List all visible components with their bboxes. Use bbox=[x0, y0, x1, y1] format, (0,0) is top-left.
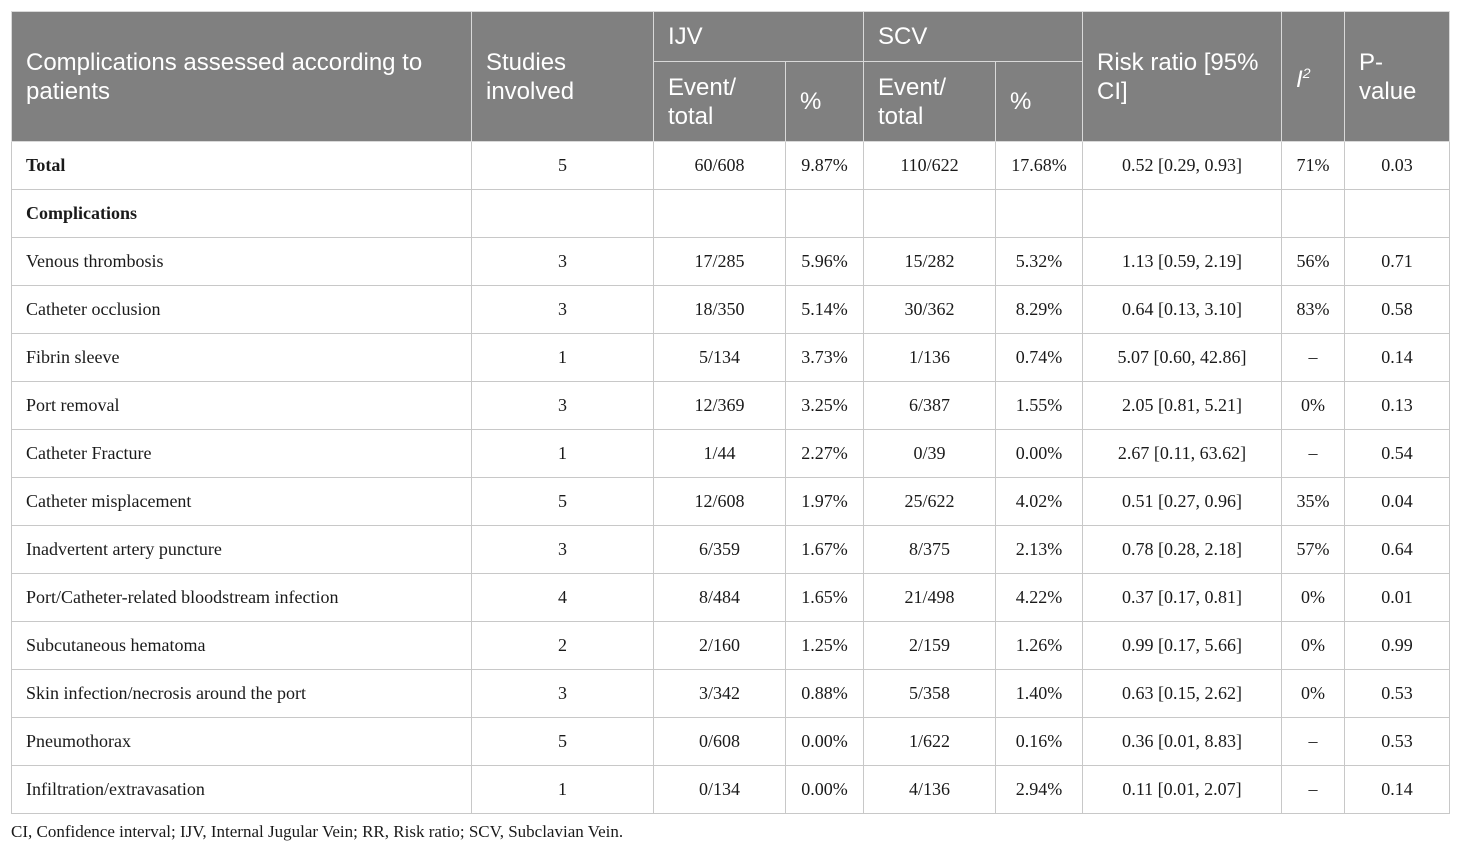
header-scv-percent: % bbox=[996, 62, 1083, 142]
row-i2: 57% bbox=[1282, 526, 1345, 574]
row-pvalue: 0.04 bbox=[1345, 478, 1450, 526]
row-label: Pneumothorax bbox=[12, 718, 472, 766]
row-pvalue: 0.14 bbox=[1345, 766, 1450, 814]
row-ijv-pct: 1.97% bbox=[786, 478, 864, 526]
row-scv-event: 0/39 bbox=[864, 430, 996, 478]
table-row bbox=[12, 574, 1450, 622]
header-complications: Complications assessed according to patients bbox=[12, 12, 472, 142]
row-label: Subcutaneous hematoma bbox=[12, 622, 472, 670]
i2-letter: I bbox=[1296, 66, 1303, 93]
row-scv-pct: 2.13% bbox=[996, 526, 1083, 574]
row-risk-ratio: 2.67 [0.11, 63.62] bbox=[1083, 430, 1282, 478]
row-label: Port removal bbox=[12, 382, 472, 430]
row-scv-pct: 0.00% bbox=[996, 430, 1083, 478]
row-scv-event: 8/375 bbox=[864, 526, 996, 574]
row-ijv-event: 12/608 bbox=[654, 478, 786, 526]
row-ijv-pct: 3.73% bbox=[786, 334, 864, 382]
section-label: Complications bbox=[12, 190, 472, 238]
row-ijv-pct: 5.14% bbox=[786, 286, 864, 334]
row-label: Fibrin sleeve bbox=[12, 334, 472, 382]
row-scv-pct: 1.26% bbox=[996, 622, 1083, 670]
row-studies: 5 bbox=[472, 478, 654, 526]
row-risk-ratio: 0.64 [0.13, 3.10] bbox=[1083, 286, 1282, 334]
row-scv-event: 1/622 bbox=[864, 718, 996, 766]
row-ijv-pct: 1.65% bbox=[786, 574, 864, 622]
row-ijv-pct: 0.00% bbox=[786, 718, 864, 766]
row-studies: 1 bbox=[472, 766, 654, 814]
total-label: Total bbox=[12, 142, 472, 190]
row-ijv-event: 6/359 bbox=[654, 526, 786, 574]
row-scv-pct: 5.32% bbox=[996, 238, 1083, 286]
row-risk-ratio: 5.07 [0.60, 42.86] bbox=[1083, 334, 1282, 382]
row-i2: – bbox=[1282, 334, 1345, 382]
row-scv-event: 15/282 bbox=[864, 238, 996, 286]
row-studies: 4 bbox=[472, 574, 654, 622]
row-label: Catheter occlusion bbox=[12, 286, 472, 334]
row-studies: 3 bbox=[472, 526, 654, 574]
row-ijv-pct: 2.27% bbox=[786, 430, 864, 478]
i2-superscript: 2 bbox=[1302, 65, 1311, 81]
row-i2: – bbox=[1282, 718, 1345, 766]
row-i2: 56% bbox=[1282, 238, 1345, 286]
header-ijv-percent: % bbox=[786, 62, 864, 142]
row-scv-pct: 4.22% bbox=[996, 574, 1083, 622]
total-i2: 71% bbox=[1282, 142, 1345, 190]
row-risk-ratio: 0.37 [0.17, 0.81] bbox=[1083, 574, 1282, 622]
row-studies: 3 bbox=[472, 286, 654, 334]
total-risk-ratio: 0.52 [0.29, 0.93] bbox=[1083, 142, 1282, 190]
row-ijv-event: 18/350 bbox=[654, 286, 786, 334]
row-ijv-pct: 1.25% bbox=[786, 622, 864, 670]
header-studies: Studies involved bbox=[472, 12, 654, 142]
row-ijv-event: 5/134 bbox=[654, 334, 786, 382]
row-ijv-event: 1/44 bbox=[654, 430, 786, 478]
row-scv-pct: 1.40% bbox=[996, 670, 1083, 718]
row-label: Catheter misplacement bbox=[12, 478, 472, 526]
row-scv-event: 1/136 bbox=[864, 334, 996, 382]
row-label: Skin infection/necrosis around the port bbox=[12, 670, 472, 718]
table-row bbox=[12, 382, 1450, 430]
row-i2: 0% bbox=[1282, 622, 1345, 670]
row-studies: 3 bbox=[472, 670, 654, 718]
row-scv-pct: 0.74% bbox=[996, 334, 1083, 382]
row-ijv-event: 8/484 bbox=[654, 574, 786, 622]
total-scv-event: 110/622 bbox=[864, 142, 996, 190]
row-ijv-event: 2/160 bbox=[654, 622, 786, 670]
header-risk-ratio: Risk ratio [95% CI] bbox=[1083, 12, 1282, 142]
header-scv-event-total: Event/ total bbox=[864, 62, 996, 142]
row-risk-ratio: 0.51 [0.27, 0.96] bbox=[1083, 478, 1282, 526]
results-table bbox=[11, 11, 1450, 814]
table-row bbox=[12, 718, 1450, 766]
row-scv-event: 2/159 bbox=[864, 622, 996, 670]
header-ijv-event-total: Event/ total bbox=[654, 62, 786, 142]
row-risk-ratio: 2.05 [0.81, 5.21] bbox=[1083, 382, 1282, 430]
table-row bbox=[12, 622, 1450, 670]
header-pvalue: P-value bbox=[1345, 12, 1450, 142]
row-label: Infiltration/extravasation bbox=[12, 766, 472, 814]
row-scv-pct: 1.55% bbox=[996, 382, 1083, 430]
row-i2: – bbox=[1282, 766, 1345, 814]
row-scv-event: 21/498 bbox=[864, 574, 996, 622]
row-label: Port/Catheter-related bloodstream infection bbox=[12, 574, 472, 622]
row-scv-event: 4/136 bbox=[864, 766, 996, 814]
row-pvalue: 0.53 bbox=[1345, 718, 1450, 766]
row-label: Inadvertent artery puncture bbox=[12, 526, 472, 574]
total-scv-pct: 17.68% bbox=[996, 142, 1083, 190]
row-scv-pct: 8.29% bbox=[996, 286, 1083, 334]
row-risk-ratio: 1.13 [0.59, 2.19] bbox=[1083, 238, 1282, 286]
row-studies: 2 bbox=[472, 622, 654, 670]
row-i2: 0% bbox=[1282, 382, 1345, 430]
row-scv-event: 5/358 bbox=[864, 670, 996, 718]
row-studies: 3 bbox=[472, 382, 654, 430]
table-row bbox=[12, 286, 1450, 334]
row-i2: 35% bbox=[1282, 478, 1345, 526]
row-pvalue: 0.99 bbox=[1345, 622, 1450, 670]
total-row bbox=[12, 142, 1450, 190]
row-label: Catheter Fracture bbox=[12, 430, 472, 478]
header-scv: SCV bbox=[864, 12, 1083, 62]
row-pvalue: 0.14 bbox=[1345, 334, 1450, 382]
row-pvalue: 0.71 bbox=[1345, 238, 1450, 286]
row-scv-event: 25/622 bbox=[864, 478, 996, 526]
total-ijv-pct: 9.87% bbox=[786, 142, 864, 190]
row-risk-ratio: 0.78 [0.28, 2.18] bbox=[1083, 526, 1282, 574]
total-studies: 5 bbox=[472, 142, 654, 190]
row-ijv-event: 3/342 bbox=[654, 670, 786, 718]
row-ijv-pct: 1.67% bbox=[786, 526, 864, 574]
row-studies: 1 bbox=[472, 430, 654, 478]
row-pvalue: 0.01 bbox=[1345, 574, 1450, 622]
row-studies: 5 bbox=[472, 718, 654, 766]
row-scv-pct: 0.16% bbox=[996, 718, 1083, 766]
row-risk-ratio: 0.36 [0.01, 8.83] bbox=[1083, 718, 1282, 766]
row-i2: 0% bbox=[1282, 574, 1345, 622]
row-pvalue: 0.58 bbox=[1345, 286, 1450, 334]
row-label: Venous thrombosis bbox=[12, 238, 472, 286]
table-row bbox=[12, 478, 1450, 526]
row-ijv-pct: 0.88% bbox=[786, 670, 864, 718]
table-body bbox=[12, 142, 1450, 814]
row-pvalue: 0.53 bbox=[1345, 670, 1450, 718]
header-i2 bbox=[1282, 12, 1345, 142]
row-i2: – bbox=[1282, 430, 1345, 478]
row-ijv-event: 0/608 bbox=[654, 718, 786, 766]
total-pvalue: 0.03 bbox=[1345, 142, 1450, 190]
row-risk-ratio: 0.63 [0.15, 2.62] bbox=[1083, 670, 1282, 718]
header-ijv: IJV bbox=[654, 12, 864, 62]
table-row bbox=[12, 238, 1450, 286]
row-scv-pct: 2.94% bbox=[996, 766, 1083, 814]
row-i2: 0% bbox=[1282, 670, 1345, 718]
row-ijv-pct: 3.25% bbox=[786, 382, 864, 430]
row-pvalue: 0.13 bbox=[1345, 382, 1450, 430]
row-scv-event: 6/387 bbox=[864, 382, 996, 430]
row-studies: 3 bbox=[472, 238, 654, 286]
table-row bbox=[12, 766, 1450, 814]
section-row bbox=[12, 190, 1450, 238]
row-scv-event: 30/362 bbox=[864, 286, 996, 334]
row-studies: 1 bbox=[472, 334, 654, 382]
row-ijv-event: 12/369 bbox=[654, 382, 786, 430]
table-row bbox=[12, 526, 1450, 574]
row-i2: 83% bbox=[1282, 286, 1345, 334]
row-ijv-pct: 5.96% bbox=[786, 238, 864, 286]
table-row bbox=[12, 670, 1450, 718]
total-ijv-event: 60/608 bbox=[654, 142, 786, 190]
table-row bbox=[12, 334, 1450, 382]
footnote: CI, Confidence interval; IJV, Internal Jugular Vein; RR, Risk ratio; SCV, Subclavian Vein. bbox=[11, 822, 624, 841]
row-ijv-event: 17/285 bbox=[654, 238, 786, 286]
row-ijv-event: 0/134 bbox=[654, 766, 786, 814]
row-ijv-pct: 0.00% bbox=[786, 766, 864, 814]
row-pvalue: 0.54 bbox=[1345, 430, 1450, 478]
row-scv-pct: 4.02% bbox=[996, 478, 1083, 526]
row-pvalue: 0.64 bbox=[1345, 526, 1450, 574]
row-risk-ratio: 0.99 [0.17, 5.66] bbox=[1083, 622, 1282, 670]
table-row bbox=[12, 430, 1450, 478]
row-risk-ratio: 0.11 [0.01, 2.07] bbox=[1083, 766, 1282, 814]
